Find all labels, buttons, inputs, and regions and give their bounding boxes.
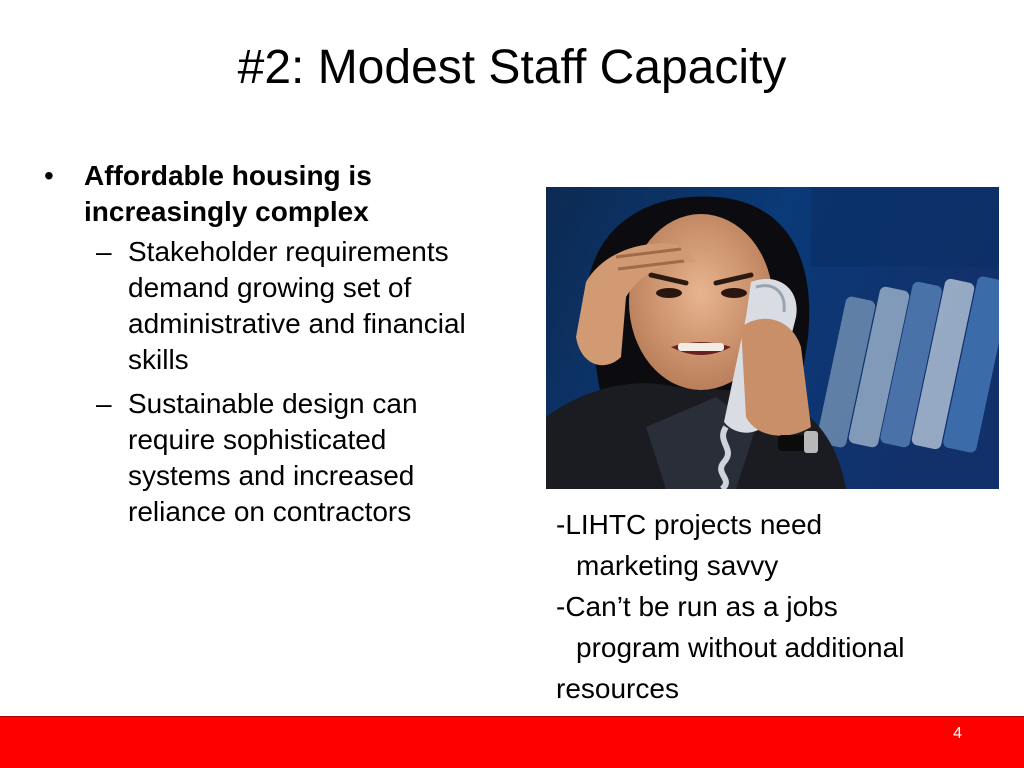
stressed-woman-on-phone-photo [546, 187, 999, 489]
caption-line: marketing savvy [576, 550, 779, 581]
slide-title: #2: Modest Staff Capacity [237, 41, 787, 94]
sub-bullet-text: Stakeholder requirements demand growing set of administrative and financial skills [128, 236, 466, 375]
sub-bullet-item [42, 234, 492, 378]
sub-bullet-list [42, 234, 492, 530]
caption-line: -Can’t be run as a jobs [556, 591, 838, 622]
bullet-item [42, 158, 492, 230]
caption-line: program without additional [576, 632, 905, 663]
photo-caption [556, 504, 996, 709]
bullet-list [42, 158, 492, 538]
sub-bullet-marker: – [96, 388, 112, 419]
bullet-text-line: increasingly complex [84, 196, 369, 227]
caption-line: resources [556, 673, 679, 704]
caption-line: -LIHTC projects need [556, 509, 823, 540]
sub-bullet-text: Sustainable design can require sophisticated systems and increased reliance on contractors [128, 388, 418, 527]
bullet-text-line: Affordable housing is [84, 160, 372, 191]
page-number: 4 [953, 725, 962, 742]
sub-bullet-item [42, 386, 492, 530]
bullet-marker: • [44, 160, 54, 191]
sub-bullet-marker: – [96, 236, 112, 267]
footer-bar [0, 716, 1024, 768]
